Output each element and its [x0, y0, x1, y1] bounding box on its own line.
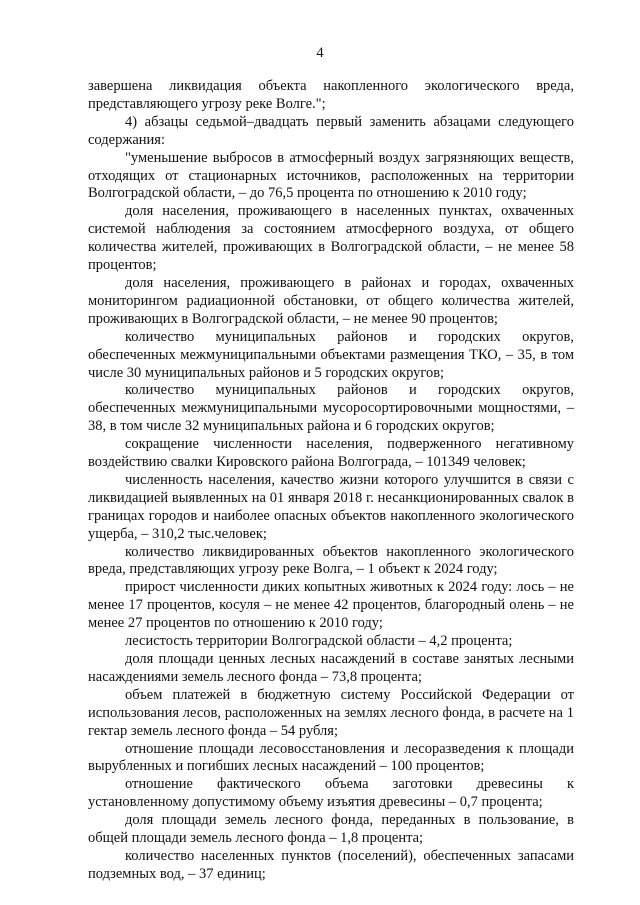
paragraph-forest-cover: лесистость территории Волгоградской области – 4,2 процента; [125, 633, 513, 650]
paragraph-timber-harvest-ratio: отношение фактического объема заготовки древесины к установленному допустимому объему изъятия древесины – 0,7 процента; [88, 776, 574, 811]
paragraph-eliminated-objects: количество ликвидированных объектов накопленного экологического вреда, представляющих угрозу реке Волга, – 1 объект к 2024 году; [88, 543, 574, 578]
paragraph-reforestation-ratio: отношение площади лесовосстановления и лесоразведения к площади вырубленных и погибших лесных насаждений – 100 процентов; [88, 740, 574, 775]
paragraph-valuable-forest-share: доля площади ценных лесных насаждений в составе занятых лесными насаждениями земель лесного фонда – 73,8 процента; [88, 651, 574, 685]
paragraph-wild-ungulates-growth: прирост численности диких копытных животных к 2024 году: лось – не менее 17 процентов, косуля – не менее 42 процентов, благородный олень – не менее 27 процентов по отношению к 2010 году; [88, 579, 574, 632]
paragraph-radiation-monitoring-population: доля населения, проживающего в районах и городах, охваченных мониторингом радиационной обстановки, от общего количества жителей, проживающих в Волгоградской области, – не менее 90 процентов; [88, 274, 574, 327]
paragraph-air-monitoring-population: доля населения, проживающего в населенных пунктах, охваченных системой наблюдения за состоянием атмосферного воздуха, от общего количества жителей, проживающих в Волгоградской области, – не менее 58 процентов; [88, 203, 574, 274]
paragraph-waste-sorting-districts: количество муниципальных районов и городских округов, обеспеченных межмуниципальными мусоросортировочными мощностями, – 38, в том числе 32 муниципальных района и 6 городских округов; [88, 382, 574, 435]
document-body [88, 78, 574, 884]
paragraph-closing-quote: завершена ликвидация объекта накопленного экологического вреда, представляющего угрозу реке Волге."; [88, 78, 574, 112]
paragraph-amendment-item-4: 4) абзацы седьмой–двадцать первый заменить абзацами следующего содержания: [88, 113, 574, 148]
paragraph-forest-payments: объем платежей в бюджетную систему Российской Федерации от использования лесов, расположенных на землях лесного фонда, в расчете на 1 гектар земель лесного фонда – 54 рубля; [88, 686, 574, 739]
paragraph-quality-of-life-population: численность населения, качество жизни которого улучшится в связи с ликвидацией выявленных на 01 января 2018 г. несанкционированных свалок в границах городов и наиболее опасных объектов накопленного экологического ущерба, – 310,2 тыс.человек; [88, 471, 574, 542]
paragraph-waste-disposal-districts: количество муниципальных районов и городских округов, обеспеченных межмуниципальными объектами размещения ТКО, – 35, в том числе 30 муниципальных районов и 5 городских округов; [88, 328, 574, 381]
paragraph-forest-land-use-share: доля площади земель лесного фонда, переданных в пользование, в общей площади земель лесного фонда – 1,8 процента; [88, 812, 574, 847]
paragraph-landfill-population: сокращение численности населения, подверженного негативному воздействию свалки Кировского района Волгограда, – 101349 человек; [88, 436, 574, 471]
paragraph-emissions-reduction: "уменьшение выбросов в атмосферный воздух загрязняющих веществ, отходящих от стационарных источников, расположенных на территории Волгоградской области, – до 76,5 процента по отношению к 2010 году; [88, 149, 574, 202]
paragraph-groundwater-settlements: количество населенных пунктов (поселений), обеспеченных запасами подземных вод, – 37 единиц; [88, 847, 574, 882]
page-number: 4 [316, 45, 324, 61]
